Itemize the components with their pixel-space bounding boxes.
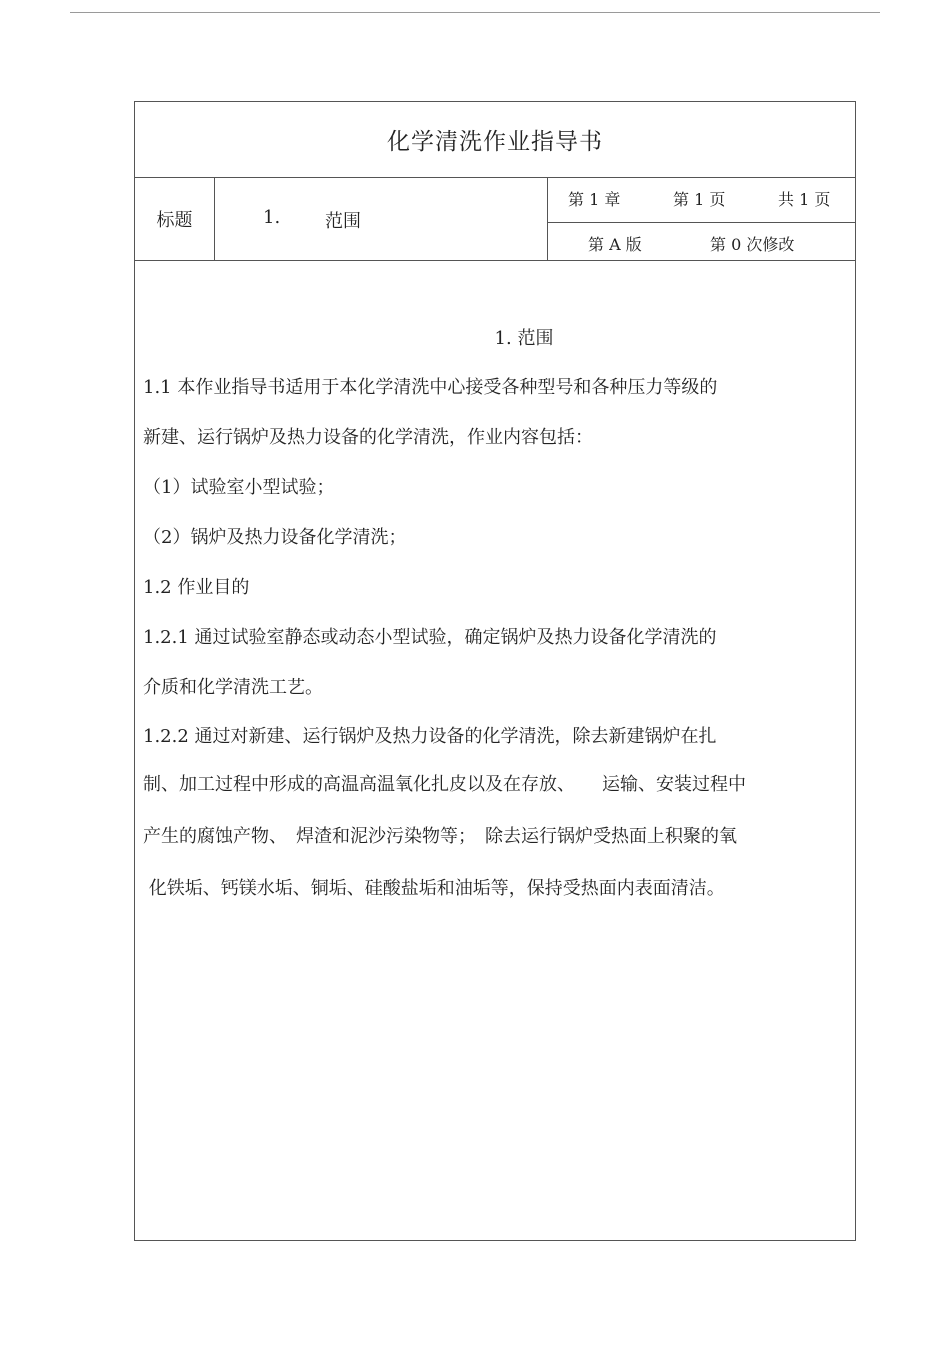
body-line: 化铁垢、钙镁水垢、铜垢、硅酸盐垢和油垢等，保持受热面内表面清洁。 — [143, 878, 725, 899]
meta-top-row — [548, 178, 855, 223]
revision: 第 0 次修改 — [710, 235, 795, 254]
header-row — [135, 178, 855, 261]
document-form — [134, 101, 856, 1241]
meta-cell — [548, 178, 855, 260]
body-line: 1.2 作业目的 — [143, 577, 250, 598]
section-number: 1. — [263, 207, 281, 228]
body-line: 1.2.2 通过对新建、运行锅炉及热力设备的化学清洗，除去新建锅炉在扎 — [143, 726, 717, 747]
body-line: 1.2.1 通过试验室静态或动态小型试验，确定锅炉及热力设备化学清洗的 — [143, 627, 717, 648]
body-line: 介质和化学清洗工艺。 — [143, 677, 323, 698]
section-heading: 1. 范围 — [494, 328, 554, 349]
body-line: （1）试验室小型试验； — [143, 477, 335, 498]
body-line: 1.1 本作业指导书适用于本化学清洗中心接受各种型号和各种压力等级的 — [143, 377, 718, 398]
edition: 第 A 版 — [588, 235, 642, 254]
body-line: （2）锅炉及热力设备化学清洗； — [143, 527, 407, 548]
meta-bottom-row — [548, 223, 855, 261]
body-line: 制、加工过程中形成的高温高温氧化扎皮以及在存放、 运输、安装过程中 — [143, 774, 746, 795]
title-label: 标题 — [135, 178, 215, 260]
section-title: 范围 — [325, 211, 361, 232]
document-title: 化学清洗作业指导书 — [135, 102, 855, 178]
page-number: 第 1 页 — [673, 190, 726, 209]
total-pages: 共 1 页 — [778, 190, 831, 209]
body-line: 产生的腐蚀产物、 焊渣和泥沙污染物等； 除去运行锅炉受热面上积聚的氧 — [143, 826, 737, 847]
chapter-number: 第 1 章 — [568, 190, 621, 209]
body-line: 新建、运行锅炉及热力设备的化学清洗，作业内容包括： — [143, 427, 593, 448]
top-rule — [70, 12, 880, 13]
title-cell — [215, 178, 548, 260]
